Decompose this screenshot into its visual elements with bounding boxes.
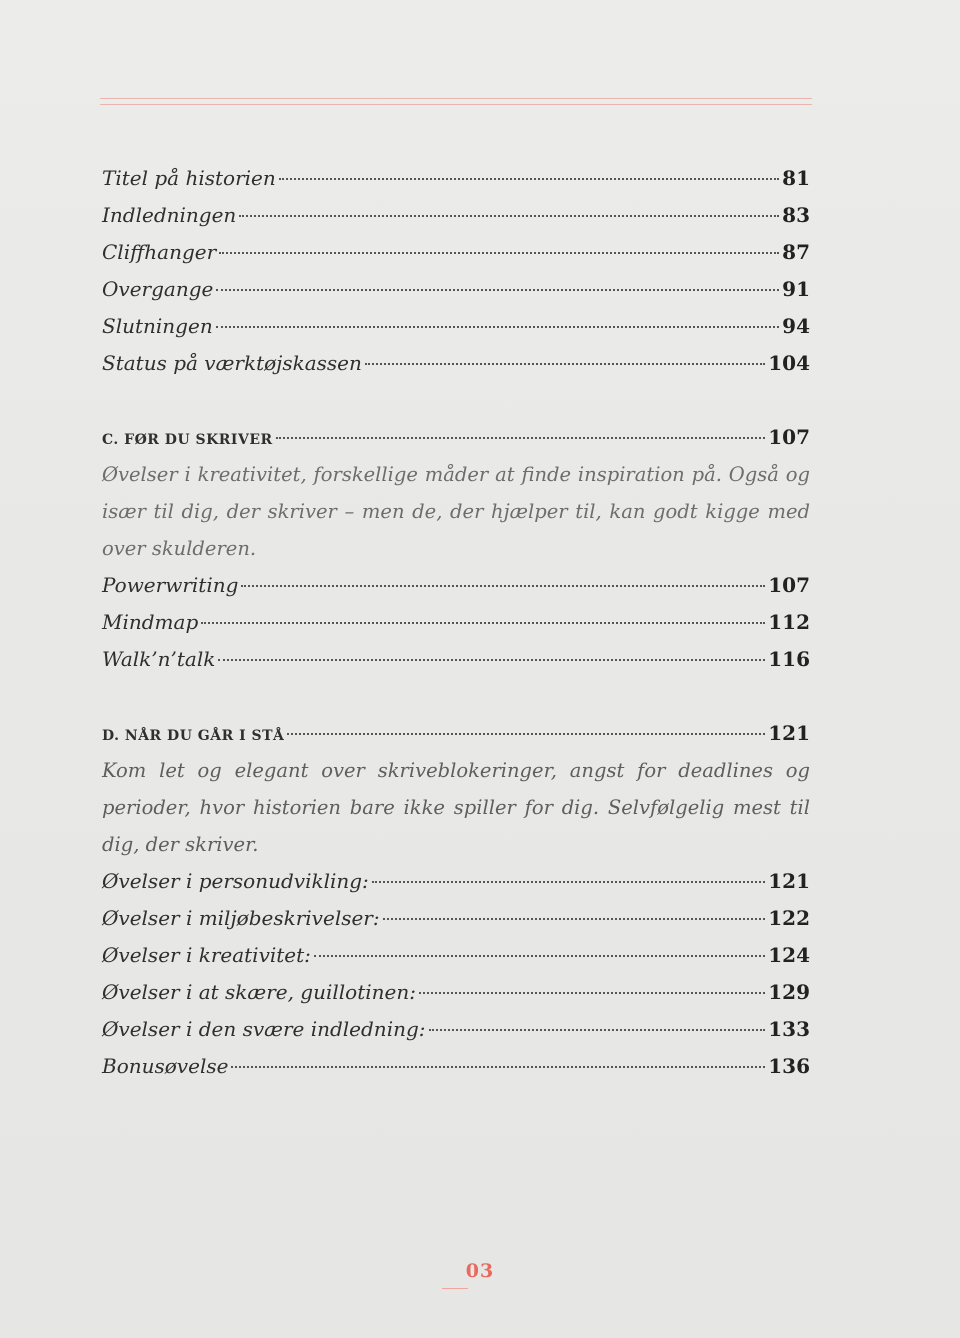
section-spacer [102, 678, 810, 715]
section-heading-page: 121 [768, 721, 810, 745]
dot-leader [201, 622, 765, 624]
page-number-underline [442, 1288, 468, 1289]
toc-entry[interactable] [102, 863, 810, 900]
toc-entry-label: Øvelser i miljøbeskrivelser: [102, 906, 380, 930]
toc-entry-label: Titel på historien [102, 166, 276, 190]
toc-entry-label: Øvelser i den svære indledning: [102, 1017, 426, 1041]
toc-entry-label: Øvelser i personudvikling: [102, 869, 369, 893]
toc-entry-page: 91 [782, 277, 810, 301]
dot-leader [314, 955, 765, 957]
dot-leader [287, 733, 765, 735]
section-description: Kom let og elegant over skriveblokeringer, angst for deadlines og perioder, hvor historien bare ikke spiller for dig. Selvfølgelig mest til dig, der skriver. [102, 759, 810, 856]
toc-entry-page: 124 [768, 943, 810, 967]
toc-entry-page: 121 [768, 869, 810, 893]
dot-leader [365, 363, 765, 365]
section-heading-prefix: C. F [102, 432, 135, 448]
toc-entry[interactable] [102, 1048, 810, 1085]
toc-entry[interactable] [102, 567, 810, 604]
toc-entry[interactable] [102, 234, 810, 271]
dot-leader [231, 1066, 765, 1068]
toc-entry[interactable] [102, 271, 810, 308]
toc-entry[interactable] [102, 937, 810, 974]
toc-entry-page: 83 [782, 203, 810, 227]
section-d [102, 715, 810, 1085]
toc-entry[interactable] [102, 900, 810, 937]
dot-leader [419, 992, 765, 994]
section-heading-rest: ÅR DU GÅR I STÅ [138, 728, 285, 744]
toc-entry-page: 136 [768, 1054, 810, 1078]
toc-entry-page: 122 [768, 906, 810, 930]
page-number: 03 [465, 1260, 495, 1282]
section-heading-label [102, 718, 284, 755]
dot-leader [383, 918, 766, 920]
section-heading-label [102, 422, 273, 459]
toc-entry-page: 107 [768, 573, 810, 597]
toc-entry-label: Walk’n’talk [102, 647, 216, 671]
section-c [102, 419, 810, 678]
section-spacer [102, 382, 810, 419]
toc-entry[interactable] [102, 308, 810, 345]
toc-entry-label: Slutningen [102, 314, 213, 338]
toc-entry-label: Cliffhanger [102, 240, 217, 264]
dot-leader [239, 215, 779, 217]
toc-entry[interactable] [102, 641, 810, 678]
dot-leader [429, 1029, 766, 1031]
toc-group-1 [102, 160, 810, 382]
dot-leader [372, 881, 765, 883]
toc-entry-page: 112 [768, 610, 810, 634]
dot-leader [216, 326, 779, 328]
toc-entry-label: Indledningen [102, 203, 237, 227]
dot-leader [216, 289, 779, 291]
toc-entry-page: 81 [782, 166, 810, 190]
dot-leader [218, 659, 765, 661]
toc-entry-page: 133 [768, 1017, 810, 1041]
toc-entry-label: Mindmap [102, 610, 199, 634]
section-heading-rest: ØR DU SKRIVER [134, 432, 273, 448]
dot-leader [276, 437, 766, 439]
toc-entry-label: Overgange [102, 277, 214, 301]
toc-entry-page: 94 [782, 314, 810, 338]
top-rule [100, 98, 812, 105]
table-of-contents [102, 160, 810, 1085]
dot-leader [279, 178, 779, 180]
toc-entry-label: Powerwriting [102, 573, 239, 597]
toc-entry[interactable] [102, 604, 810, 641]
toc-entry-page: 116 [768, 647, 810, 671]
toc-entry-label: Status på værktøjskassen [102, 351, 362, 375]
toc-entry-label: Øvelser i at skære, guillotinen: [102, 980, 416, 1004]
toc-entry[interactable] [102, 974, 810, 1011]
toc-entry[interactable] [102, 345, 810, 382]
dot-leader [219, 252, 779, 254]
section-heading-page: 107 [768, 425, 810, 449]
toc-entry-page: 129 [768, 980, 810, 1004]
section-heading-d[interactable] [102, 715, 810, 752]
dot-leader [241, 585, 765, 587]
toc-entry-label: Bonusøvelse [102, 1054, 229, 1078]
toc-entry[interactable] [102, 197, 810, 234]
section-description: Øvelser i kreativitet, forskellige måder at finde inspiration på. Også og især til dig, der skriver – men de, der hjælper til, kan godt kigge med over skulderen. [102, 463, 810, 560]
toc-entry-label: Øvelser i kreativitet: [102, 943, 311, 967]
toc-entry-page: 104 [768, 351, 810, 375]
toc-entry[interactable] [102, 1011, 810, 1048]
section-heading-c[interactable] [102, 419, 810, 456]
section-heading-prefix: D. N [102, 728, 139, 744]
toc-entry-page: 87 [782, 240, 810, 264]
toc-entry[interactable] [102, 160, 810, 197]
